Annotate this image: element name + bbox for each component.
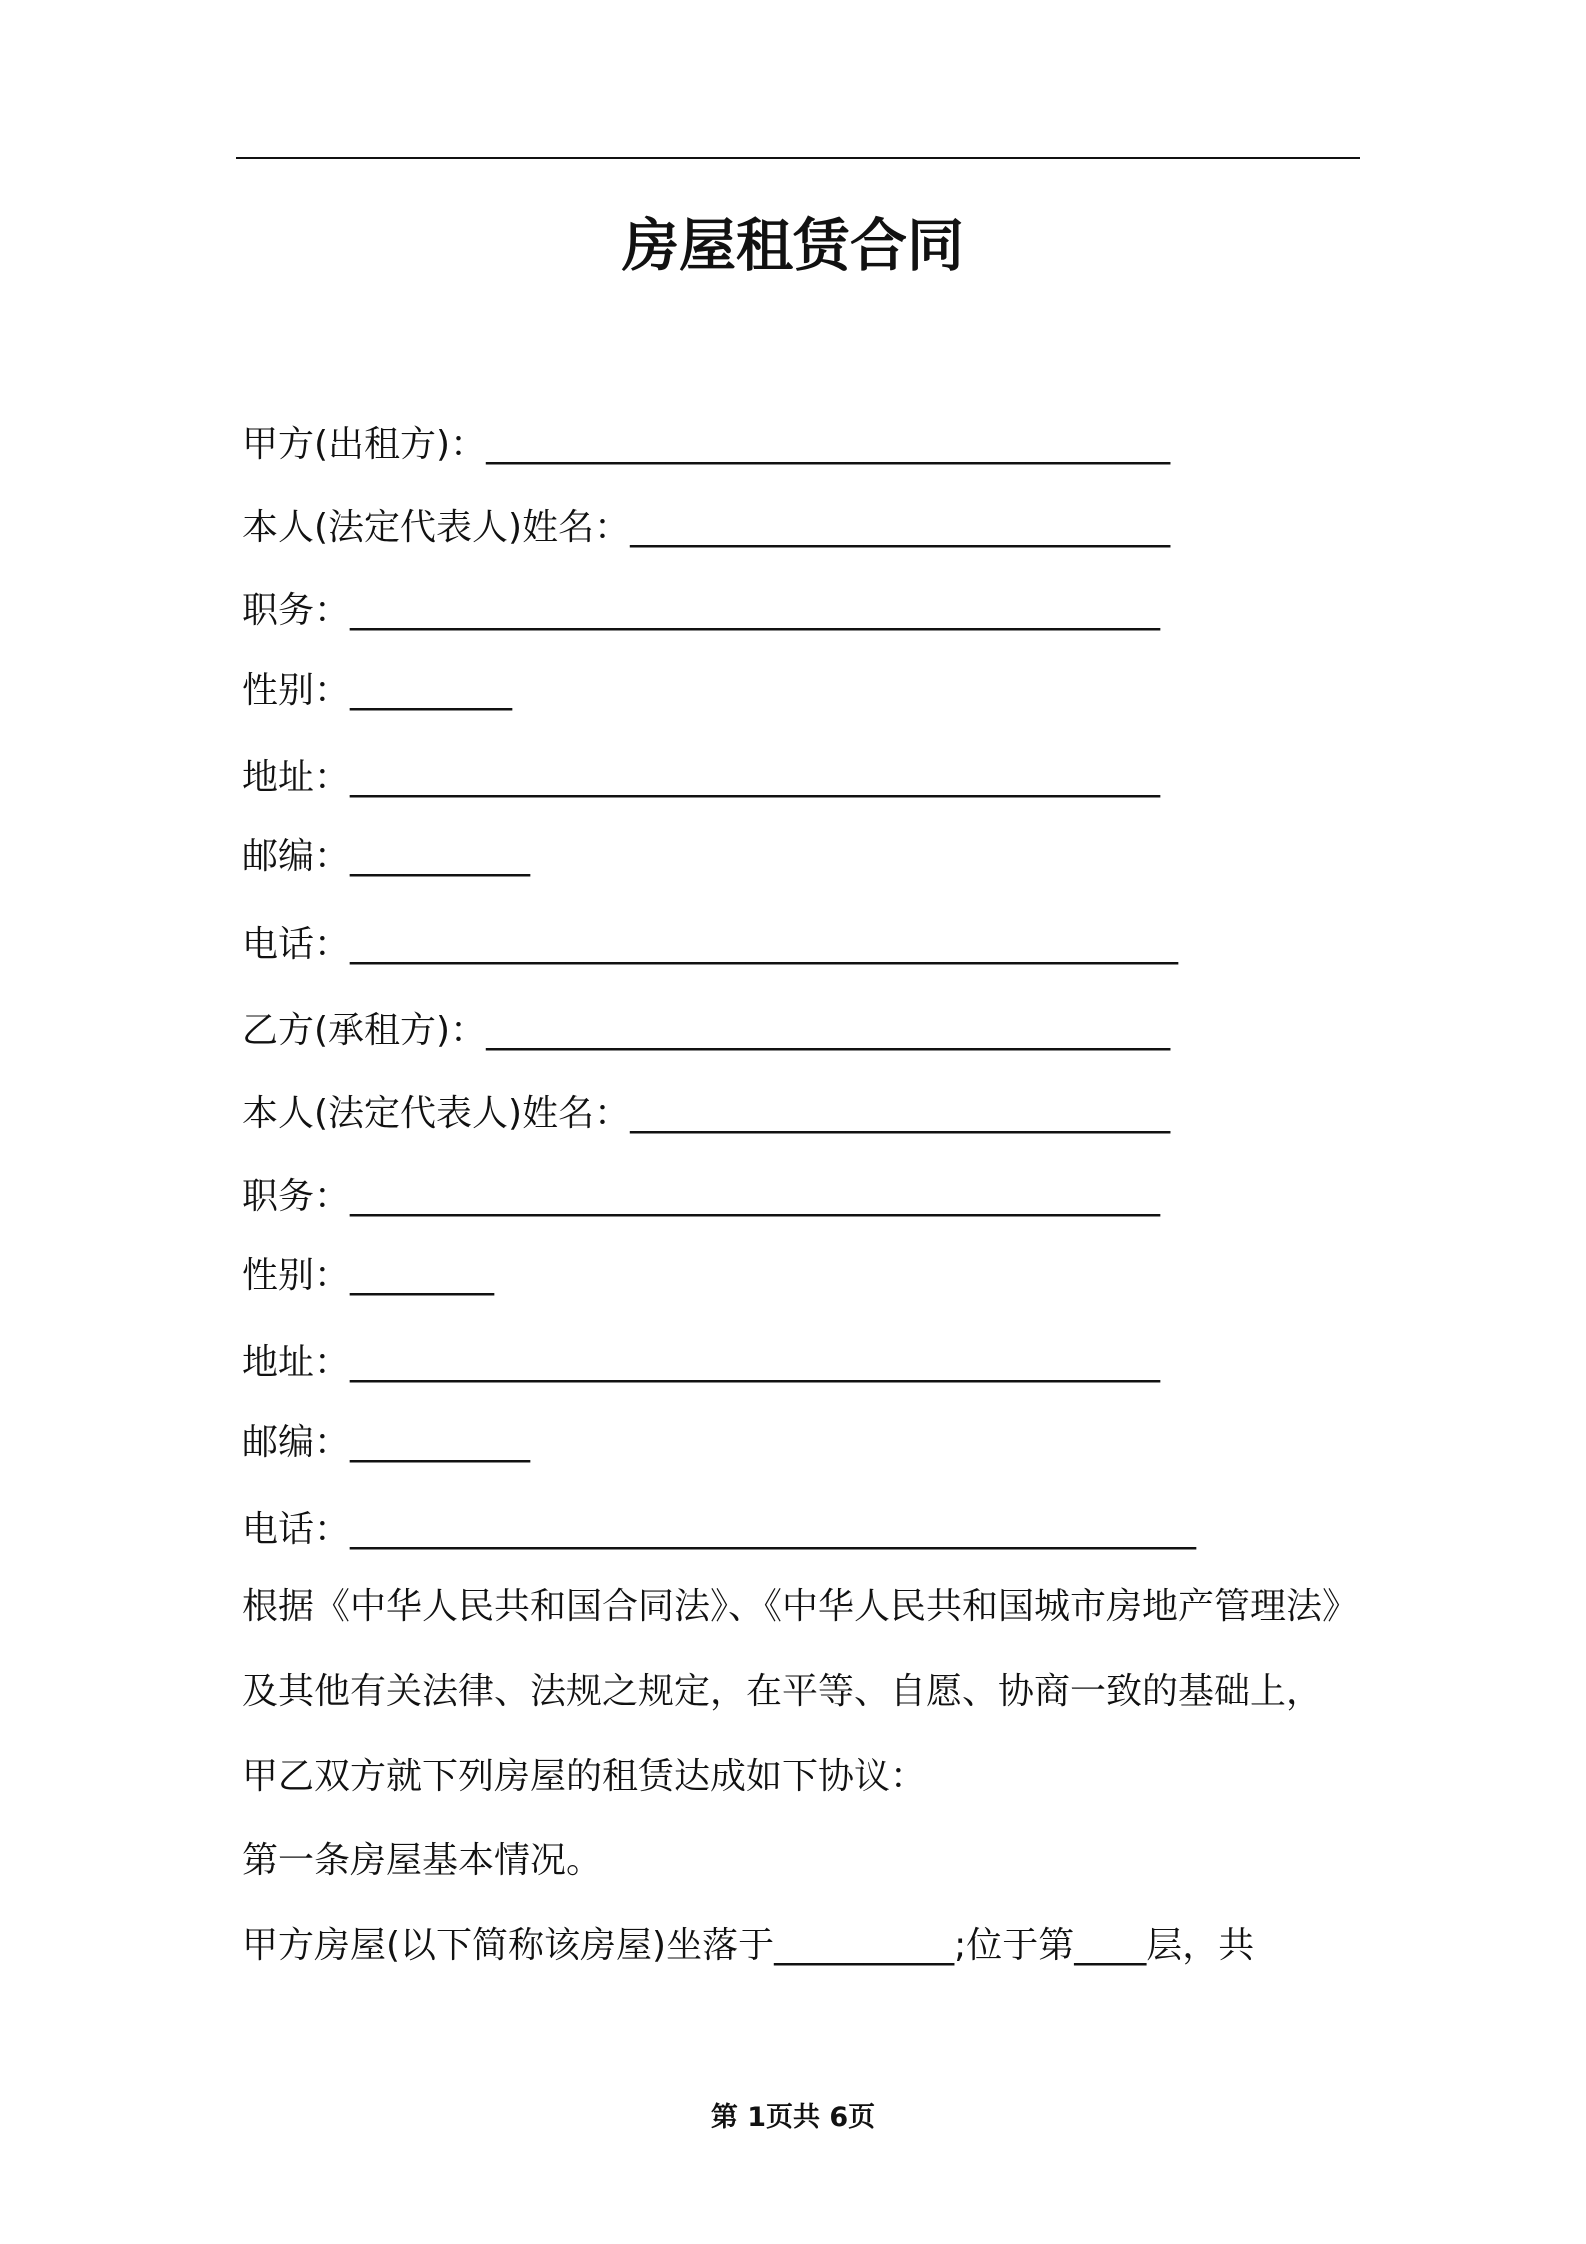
party-a-representative: 本人(法定代表人)姓名：______________________________ <box>242 507 1171 548</box>
party-b-label: 乙方(承租方)：______________________________________ <box>242 1010 1171 1051</box>
page-number: 第 1页共 6页 <box>710 2102 876 2133</box>
party-a-postcode: 邮编：__________ <box>242 836 531 877</box>
party-b-gender: 性别：________ <box>242 1255 495 1296</box>
preamble-line-2: 及其他有关法律、法规之规定，在平等、自愿、协商一致的基础上， <box>242 1671 1323 1712</box>
party-a-label: 甲方(出租方)：______________________________________ <box>242 424 1171 465</box>
party-a-address: 地址：_____________________________________________ <box>242 757 1161 798</box>
party-a-gender: 性别：_________ <box>242 670 513 711</box>
party-b-address: 地址：_____________________________________________ <box>242 1342 1161 1383</box>
party-a-position: 职务：_____________________________________________ <box>242 590 1161 631</box>
party-b-position: 职务：_____________________________________________ <box>242 1176 1161 1217</box>
party-b-phone: 电话：_______________________________________________ <box>242 1509 1197 1550</box>
party-b-representative: 本人(法定代表人)姓名：______________________________ <box>242 1093 1171 1134</box>
document-title: 房屋租赁合同 <box>622 213 964 279</box>
article-1-text: 甲方房屋(以下简称该房屋)坐落于__________;位于第____层，共 <box>242 1925 1255 1966</box>
header-rule <box>236 157 1360 159</box>
preamble-line-3: 甲乙双方就下列房屋的租赁达成如下协议： <box>242 1756 927 1797</box>
party-b-postcode: 邮编：__________ <box>242 1422 531 1463</box>
article-1-heading: 第一条房屋基本情况。 <box>242 1840 603 1881</box>
party-a-phone: 电话：______________________________________________ <box>242 924 1179 965</box>
preamble-line-1: 根据《中华人民共和国合同法》、《中华人民共和国城市房地产管理法》 <box>242 1586 1359 1627</box>
